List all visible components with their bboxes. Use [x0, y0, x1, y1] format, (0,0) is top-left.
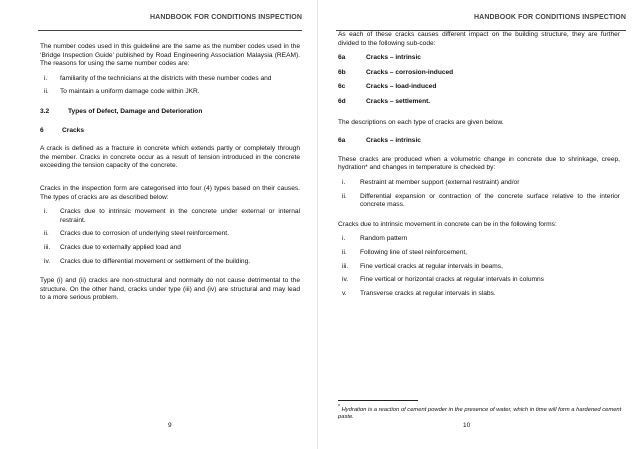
list-item: iv. Cracks due to differential movement or settlement of the building. [44, 257, 251, 265]
list-item: i. Cracks due to intrinsic movement in the concrete under external or internal restraint. [44, 208, 300, 224]
categories-intro: Cracks in the inspection form are categorised into four (4) types based on their causes. The types of cracks are as described below: [40, 184, 300, 201]
right-page [318, 0, 635, 449]
restraints-list [338, 179, 620, 210]
list-item: i. Restraint at member support (external restraint) and/or [342, 178, 520, 186]
subcode-item: 6d Cracks – settlement. [338, 97, 431, 105]
list-item: i. Random pattern [342, 235, 408, 243]
intro-paragraph: As each of these cracks causes different impact on the building structure, they are further divided to the following sub-code: [338, 31, 620, 47]
left-page [0, 0, 317, 449]
right-page-body [338, 31, 620, 303]
list-item: ii. Cracks due to corrosion of underlying steel reinforcement. [44, 230, 229, 238]
list-item: i. familiarity of the technicians at the districts with these number codes and [44, 74, 272, 82]
footnote-text: Hydration is a reaction of cement powder in the presence of water, which in time will form a hardened cement paste. [338, 406, 622, 421]
reasons-list [40, 75, 300, 97]
list-item: iii. Cracks due to externally applied load and [44, 243, 181, 251]
intrinsic-paragraph: These cracks are produced when a volumetric change in concrete due to shrinkage, creep, hydration* and changes in temperature is checked by: [338, 155, 620, 172]
list-item: ii. To maintain a uniform damage code within JKR. [44, 88, 200, 96]
running-header: HANDBOOK FOR CONDITIONS INSPECTION [336, 14, 626, 31]
list-item: ii. Following line of steel reinforcement, [342, 248, 468, 256]
footnote-mark: * [338, 404, 340, 410]
closing-paragraph: Type (i) and (ii) cracks are non-structural and normally do not cause detrimental to the structure. On the other hand, cracks under type (iii) and (iv) are structural and may lead to a more serious problem. [40, 277, 300, 302]
page-number: 9 [168, 422, 172, 429]
running-header: HANDBOOK FOR CONDITIONS INSPECTION [38, 14, 302, 31]
list-item: ii. Differential expansion or contraction of the concrete surface relative to the interior concrete mass. [342, 192, 620, 209]
subcode-heading: 6a Cracks – intrinsic [338, 137, 421, 145]
subcode-list [338, 54, 620, 106]
footnote-divider [338, 400, 418, 401]
left-page-body [40, 43, 300, 303]
subcode-item: 6b Cracks – corrosion-induced [338, 68, 454, 76]
subcode-item: 6a Cracks – intrinsic [338, 54, 421, 62]
list-item: iv. Fine vertical or horizontal cracks at regular intervals in columns [342, 276, 544, 284]
descriptions-intro: The descriptions on each type of cracks are given below. [338, 118, 504, 126]
page-number: 10 [463, 422, 471, 429]
subcode-item: 6c Cracks – load-induced [338, 83, 437, 91]
forms-intro: Cracks due to intrinsic movement in concrete can be in the following forms: [338, 220, 557, 228]
crack-definition: A crack is defined as a fracture in concrete which extends partly or completely through the member. Cracks in concrete occur as a result of tension introduced in the concrete exceeding the tension capacity of the concrete. [40, 145, 300, 170]
crack-types-list [40, 208, 300, 266]
list-item: v. Transverse cracks at regular intervals in slabs. [342, 289, 496, 297]
subsection-heading: 6 Cracks [40, 126, 84, 134]
list-item: iii. Fine vertical cracks at regular intervals in beams, [342, 262, 503, 270]
forms-list [338, 235, 620, 298]
section-heading: 3.2 Types of Defect, Damage and Deterioration [40, 107, 203, 115]
intro-paragraph: The number codes used in this guideline are the same as the number codes used in the ‘Bridge Inspection Guide’ published by Road Engineering Association Malaysia (REAM). The reasons for using the same number codes are: [40, 43, 300, 68]
footnote [338, 404, 623, 422]
